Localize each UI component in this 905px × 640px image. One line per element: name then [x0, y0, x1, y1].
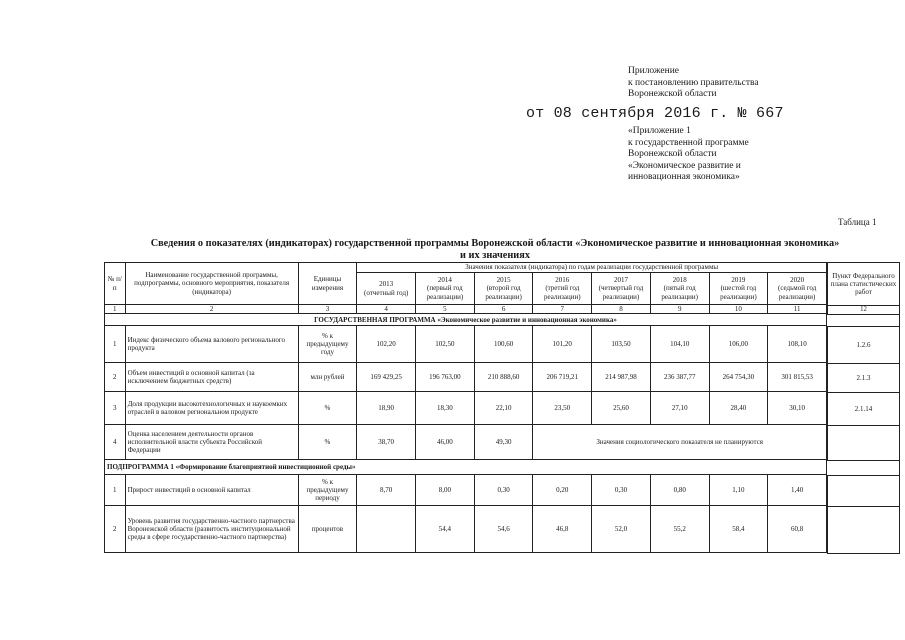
row-value: 22,10	[474, 392, 533, 425]
col-number: 7	[533, 305, 592, 314]
head-year: 2013 (отчетный год)	[357, 273, 416, 305]
col-number: 5	[416, 305, 475, 314]
row-plan: 1.2.6	[828, 327, 900, 364]
row-plan: 2.1.14	[828, 393, 900, 426]
row-value: 38,70	[357, 425, 416, 460]
title-line-1: Сведения о показателях (индикаторах) государственной программы Воронежской области «Экономическое развитие и инновационная экономика»	[150, 238, 840, 249]
indicators-table	[104, 262, 827, 553]
row-plan	[828, 476, 900, 507]
row-name: Объем инвестиций в основной капитал (за исключением бюджетных средств)	[125, 363, 298, 392]
title-line-2: и их значениях	[460, 249, 530, 261]
row-value: 236 387,77	[650, 363, 709, 392]
row-value: 27,10	[650, 392, 709, 425]
row-unit: %	[298, 425, 357, 460]
row-name: Прирост инвестиций в основной капитал	[125, 475, 298, 506]
row-value: 0,30	[592, 475, 651, 506]
table-row	[105, 392, 827, 425]
header-line: Воронежской области	[628, 89, 717, 100]
row-value: 46,00	[416, 425, 475, 460]
row-name: Оценка населением деятельности органов исполнительной власти субъекта Российской Федерации	[125, 425, 298, 460]
row-value	[357, 506, 416, 553]
head-num: № п/п	[105, 263, 126, 305]
row-value: 196 763,00	[416, 363, 475, 392]
col-number: 3	[298, 305, 357, 314]
row-value: 210 888,60	[474, 363, 533, 392]
col-number: 6	[474, 305, 533, 314]
row-value: 60,8	[768, 506, 827, 553]
row-num: 3	[105, 392, 126, 425]
row-num: 2	[105, 506, 126, 553]
section-title: ГОСУДАРСТВЕННАЯ ПРОГРАММА «Экономическое развитие и инновационная экономика»	[105, 314, 827, 326]
table-row	[105, 363, 827, 392]
row-value: 0,80	[650, 475, 709, 506]
section-row-subprogram	[105, 460, 827, 475]
row-value: 102,50	[416, 326, 475, 363]
row-num: 1	[105, 326, 126, 363]
decree-date: от 08 сентября 2016 г. № 667	[526, 105, 784, 122]
head-name: Наименование государственной программы, подпрограммы, основного мероприятия, показателя (индикатора)	[125, 263, 298, 305]
table-row	[105, 475, 827, 506]
row-name: Уровень развития государственно-частного партнерства Воронежской области (развитость институциональной среды в сфере государственно-частного партнерства)	[125, 506, 298, 553]
row-value: 58,4	[709, 506, 768, 553]
appendix-line: «Экономическое развитие и	[628, 160, 741, 171]
row-value: 18,90	[357, 392, 416, 425]
row-value: 102,20	[357, 326, 416, 363]
row-value: 100,60	[474, 326, 533, 363]
col-number: 4	[357, 305, 416, 314]
row-value: 46,8	[533, 506, 592, 553]
appendix-header	[628, 126, 749, 184]
head-year: 2019 (шестой год реализации)	[709, 273, 768, 305]
row-value: 49,30	[474, 425, 533, 460]
row-value: 8,70	[357, 475, 416, 506]
row-unit: %	[298, 392, 357, 425]
appendix-line: инновационная экономика»	[628, 172, 740, 183]
table-row	[105, 506, 827, 553]
head-year: 2017 (четвертый год реализации)	[592, 273, 651, 305]
row-unit: процентов	[298, 506, 357, 553]
head-year: 2014 (первый год реализации)	[416, 273, 475, 305]
appendix-line: Воронежской области	[628, 149, 717, 160]
head-year: 2020 (седьмой год реализации)	[768, 273, 827, 305]
row-unit: % к предыдущему периоду	[298, 475, 357, 506]
table-head-row-1	[105, 263, 827, 273]
plan-column	[827, 262, 900, 554]
row-value: 264 754,30	[709, 363, 768, 392]
row-value: 28,40	[709, 392, 768, 425]
col-number: 12	[828, 306, 900, 315]
row-value: 18,30	[416, 392, 475, 425]
row-value: 1,10	[709, 475, 768, 506]
row-value: 214 987,98	[592, 363, 651, 392]
row-value: 0,30	[474, 475, 533, 506]
row-plan	[828, 426, 900, 461]
row-value: 108,10	[768, 326, 827, 363]
row-value: 206 719,21	[533, 363, 592, 392]
row-plan	[828, 507, 900, 554]
row-name: Доля продукции высокотехнологичных и наукоемких отраслей в валовом региональном продукте	[125, 392, 298, 425]
header-line: Приложение	[628, 66, 679, 76]
row-value: 0,20	[533, 475, 592, 506]
col-number: 8	[592, 305, 651, 314]
row-unit: % к предыдущему году	[298, 326, 357, 363]
row-value: 169 429,25	[357, 363, 416, 392]
header-line: к постановлению правительства	[628, 77, 759, 88]
row-plan: 2.1.3	[828, 364, 900, 393]
row-value: 8,00	[416, 475, 475, 506]
row-note: Значения социологического показателя не планируются	[533, 425, 827, 460]
row-value: 54,6	[474, 506, 533, 553]
row-value: 55,2	[650, 506, 709, 553]
row-value: 1,40	[768, 475, 827, 506]
head-plan: Пункт Федерального плана статистических работ	[828, 263, 900, 306]
column-number-row	[105, 305, 827, 314]
appendix-line: к государственной программе	[628, 137, 749, 148]
section-spacer	[828, 315, 900, 327]
row-value: 104,10	[650, 326, 709, 363]
row-value: 106,00	[709, 326, 768, 363]
row-value: 301 815,53	[768, 363, 827, 392]
col-number: 11	[768, 305, 827, 314]
row-num: 2	[105, 363, 126, 392]
decree-header	[628, 66, 759, 101]
row-name: Индекс физического объема валового регионального продукта	[125, 326, 298, 363]
row-value: 101,20	[533, 326, 592, 363]
section-row-program	[105, 314, 827, 326]
row-num: 4	[105, 425, 126, 460]
table-number: Таблица 1	[838, 217, 877, 227]
col-number: 10	[709, 305, 768, 314]
head-year: 2016 (третий год реализации)	[533, 273, 592, 305]
col-number: 1	[105, 305, 126, 314]
document-title	[100, 238, 890, 261]
head-values-caption: Значения показателя (индикатора) по годам реализации государственной программы	[357, 263, 827, 273]
row-value: 23,50	[533, 392, 592, 425]
row-value: 25,60	[592, 392, 651, 425]
appendix-line: «Приложение 1	[628, 126, 691, 136]
row-value: 52,0	[592, 506, 651, 553]
row-value: 54,4	[416, 506, 475, 553]
col-number: 9	[650, 305, 709, 314]
row-num: 1	[105, 475, 126, 506]
row-value: 103,50	[592, 326, 651, 363]
row-unit: млн рублей	[298, 363, 357, 392]
col-number: 2	[125, 305, 298, 314]
head-year: 2018 (пятый год реализации)	[650, 273, 709, 305]
table-row	[105, 326, 827, 363]
row-value: 30,10	[768, 392, 827, 425]
head-year: 2015 (второй год реализации)	[474, 273, 533, 305]
section-spacer	[828, 461, 900, 476]
head-unit: Единицы измерения	[298, 263, 357, 305]
table-row	[105, 425, 827, 460]
section-title: ПОДПРОГРАММА 1 «Формирование благоприятной инвестиционной среды»	[105, 460, 827, 475]
